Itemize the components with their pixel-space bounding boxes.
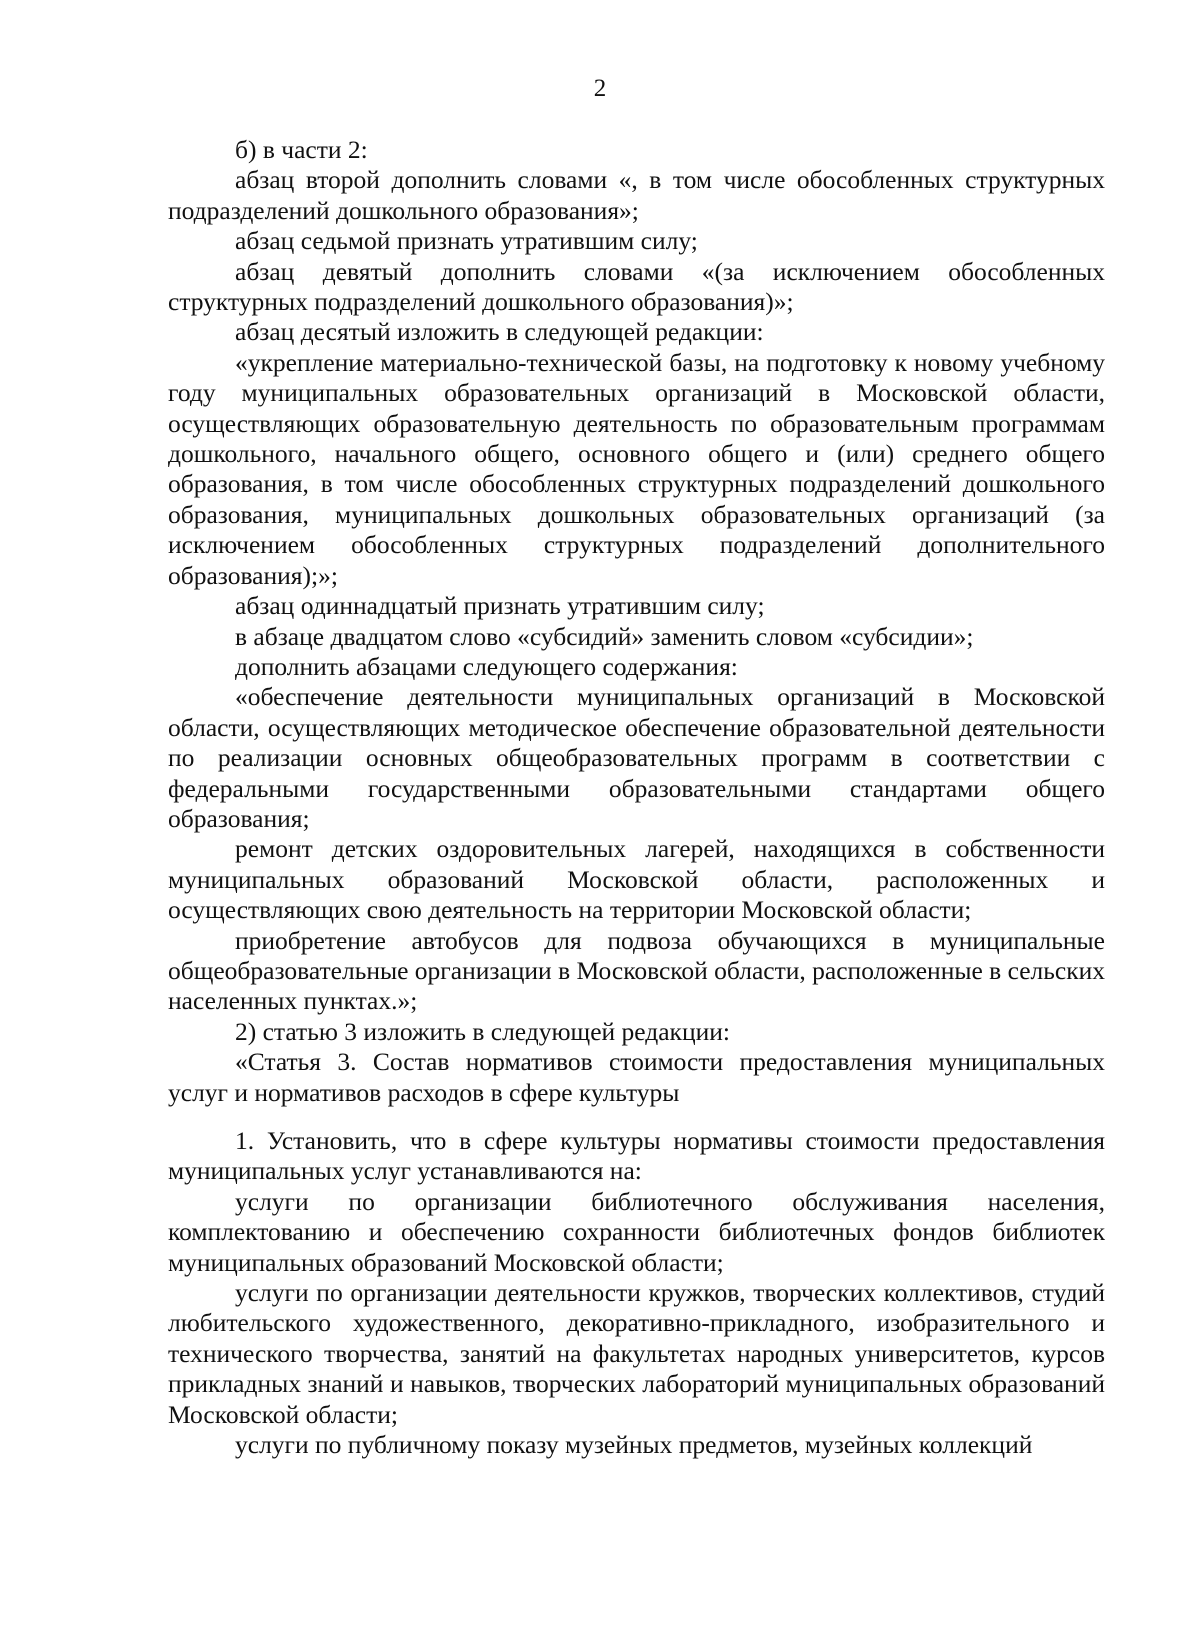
paragraph: дополнить абзацами следующего содержания: <box>235 651 738 681</box>
paragraph: абзац девятый дополнить словами «(за исключением обособленных структурных подразделений дошкольного образования)»; <box>168 256 1105 317</box>
paragraph: абзац десятый изложить в следующей редакции: <box>235 317 764 347</box>
article-heading: «Статья 3. Состав нормативов стоимости предоставления муниципальных услуг и нормативов расходов в сфере культуры <box>168 1047 1105 1107</box>
paragraph: 2) статью 3 изложить в следующей редакции: <box>235 1016 730 1046</box>
paragraph: услуги по публичному показу музейных предметов, музейных коллекций <box>235 1430 1033 1460</box>
paragraph: приобретение автобусов для подвоза обучающихся в муниципальные общеобразовательные организации в Московской области, расположенные в сельских населенных пунктах.»; <box>168 925 1105 1016</box>
paragraph: б) в части 2: <box>235 135 368 164</box>
document-body-upper <box>168 135 1105 1108</box>
document-body-lower <box>168 1126 1105 1460</box>
page-number: 2 <box>593 75 607 102</box>
paragraph: услуги по организации деятельности кружков, творческих коллективов, студий любительского художественного, декоративно-прикладного, изобразительного и технического творчества, занятий на факультетах народных университетов, курсов прикладных знаний и навыков, творческих лабораторий муниципальных образований Московской области; <box>168 1278 1105 1429</box>
paragraph: «обеспечение деятельности муниципальных организаций в Московской области, осуществляющих методическое обеспечение образовательной деятельности по реализации основных общеобразовательных программ в соответствии с федеральными государственными образовательными стандартами общего образования; <box>168 682 1105 833</box>
paragraph: абзац седьмой признать утратившим силу; <box>235 226 698 256</box>
paragraph: услуги по организации библиотечного обслуживания населения, комплектованию и обеспечению сохранности библиотечных фондов библиотек муниципальных образований Московской области; <box>168 1186 1105 1277</box>
paragraph: ремонт детских оздоровительных лагерей, находящихся в собственности муниципальных образований Московской области, расположенных и осуществляющих свою деятельность на территории Московской области; <box>168 834 1105 925</box>
paragraph: 1. Установить, что в сфере культуры нормативы стоимости предоставления муниципальных услуг устанавливаются на: <box>168 1126 1105 1186</box>
paragraph: «укрепление материально-технической базы, на подготовку к новому учебному году муниципальных образовательных организаций в Московской области, осуществляющих образовательную деятельность по образовательным программам дошкольного, начального общего, основного общего и (или) среднего общего образования, в том числе обособленных структурных подразделений дошкольного образования, муниципальных дошкольных образовательных организаций (за исключением обособленных структурных подразделений дополнительного образования);»; <box>168 347 1105 590</box>
paragraph: в абзаце двадцатом слово «субсидий» заменить словом «субсидии»; <box>235 621 974 651</box>
paragraph: абзац второй дополнить словами «, в том числе обособленных структурных подразделений дошкольного образования»; <box>168 165 1105 225</box>
paragraph: абзац одиннадцатый признать утратившим силу; <box>235 591 765 621</box>
